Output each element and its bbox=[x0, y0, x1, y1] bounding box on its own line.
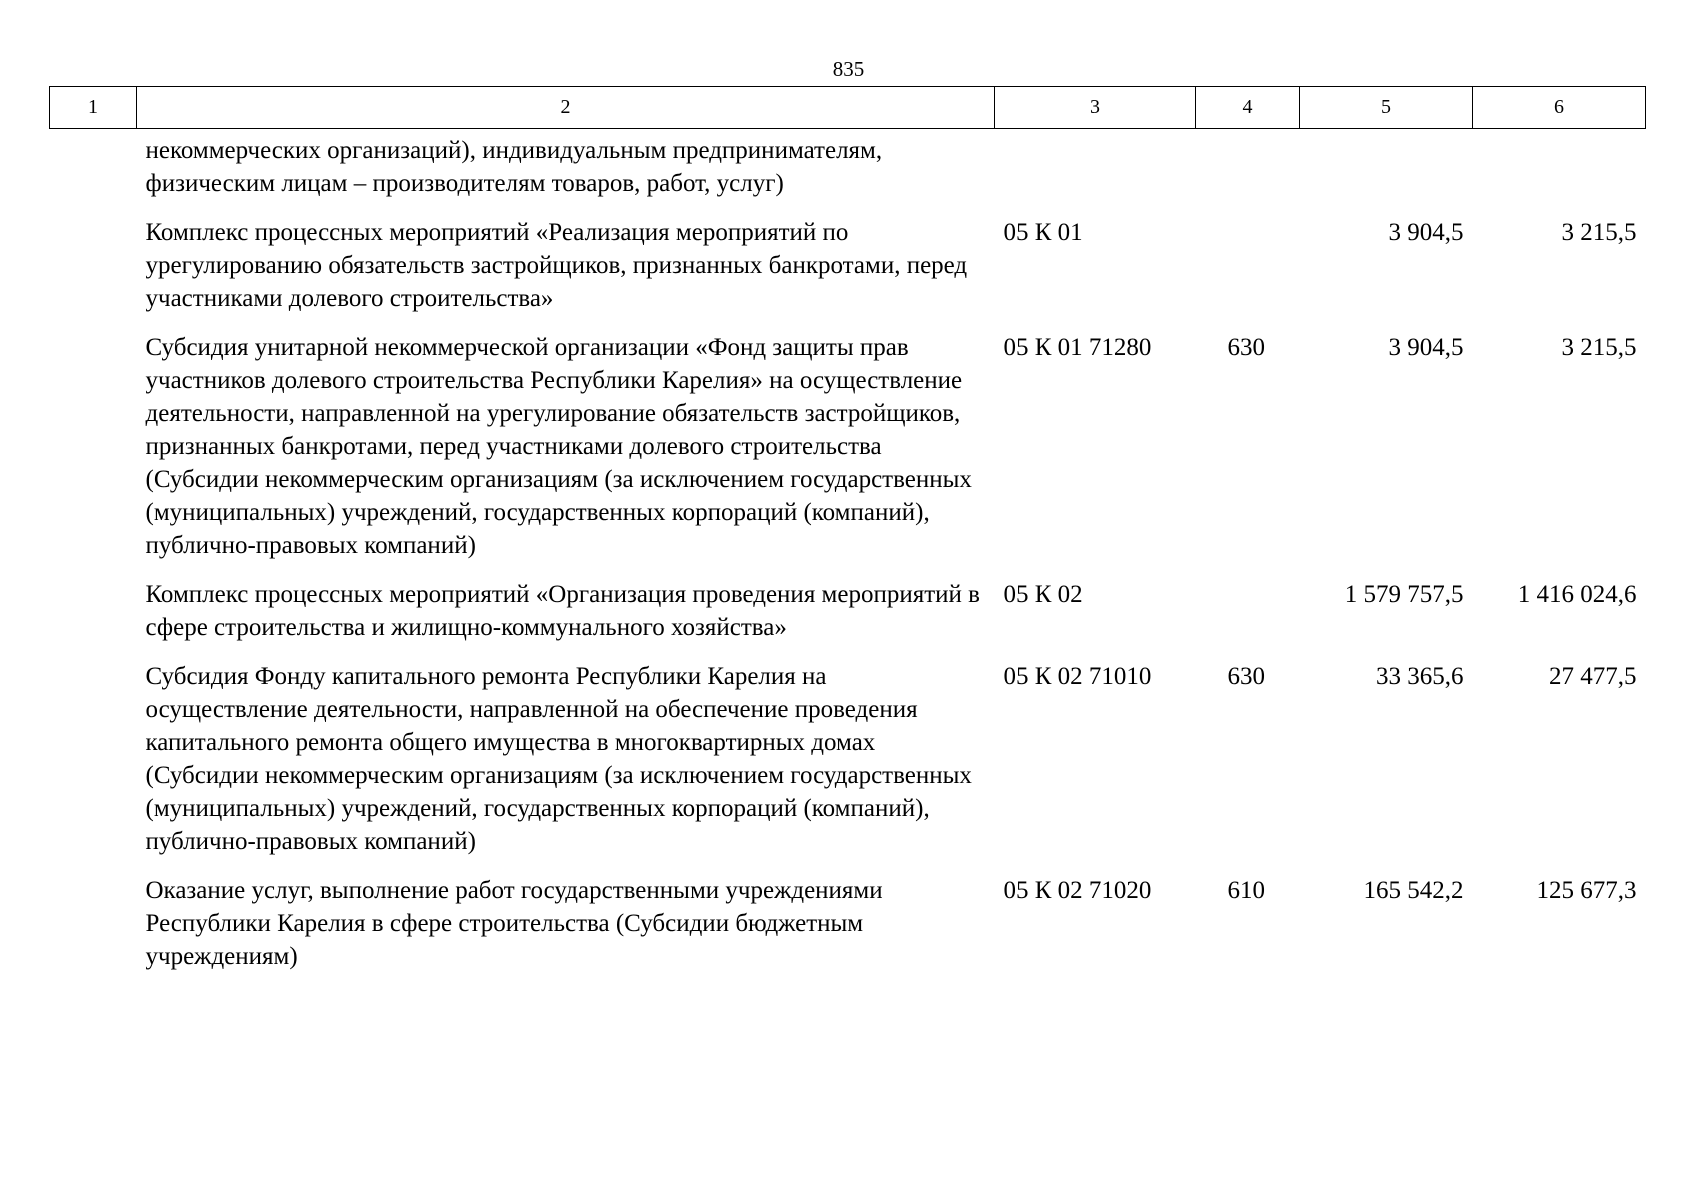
row-value-col-6 bbox=[1473, 129, 1646, 217]
row-description: Субсидия унитарной некоммерческой организации «Фонд защиты прав участников долевого строительства Республики Карелия» на осуществление деятельности, направленной на урегулирование обязательств застройщиков, признанных банкротами, перед участниками долевого строительства (Субсидии некоммерческим организациям (за исключением государственных (муниципальных) учреждений, государственных корпораций (компаний), публично-правовых компаний) bbox=[145, 334, 972, 559]
row-code: 05 К 02 bbox=[1003, 581, 1083, 608]
row-value-col-5: 1 579 757,5 bbox=[1344, 581, 1464, 608]
row-expense-type bbox=[1196, 129, 1300, 217]
row-code: 05 К 02 71010 bbox=[1003, 663, 1152, 690]
budget-table bbox=[49, 86, 1646, 989]
table-header bbox=[50, 87, 1646, 129]
table-body bbox=[50, 129, 1646, 990]
header-col-2: 2 bbox=[137, 87, 995, 129]
row-code: 05 К 02 71020 bbox=[1003, 877, 1152, 904]
row-number-cell bbox=[50, 660, 137, 874]
row-description: Комплекс процессных мероприятий «Реализация мероприятий по урегулированию обязательств застройщиков, признанных банкротами, перед участниками долевого строительства» bbox=[145, 219, 968, 312]
row-value-col-6: 3 215,5 bbox=[1561, 219, 1637, 246]
row-expense-type: 610 bbox=[1227, 877, 1265, 904]
row-code: 05 К 01 bbox=[1003, 219, 1083, 246]
header-row bbox=[50, 87, 1646, 129]
row-value-col-6: 1 416 024,6 bbox=[1517, 581, 1637, 608]
row-code: 05 К 01 71280 bbox=[1003, 334, 1152, 361]
row-expense-type: 630 bbox=[1227, 334, 1265, 361]
header-col-5: 5 bbox=[1300, 87, 1473, 129]
page-number: 835 bbox=[832, 57, 865, 81]
header-col-1: 1 bbox=[50, 87, 137, 129]
row-value-col-5: 3 904,5 bbox=[1388, 334, 1464, 361]
row-value-col-6: 27 477,5 bbox=[1549, 663, 1637, 690]
header-col-3: 3 bbox=[995, 87, 1196, 129]
row-description: Оказание услуг, выполнение работ государственными учреждениями Республики Карелия в сфере строительства (Субсидии бюджетным учреждениям) bbox=[145, 877, 883, 970]
row-value-col-6: 125 677,3 bbox=[1536, 877, 1637, 904]
header-col-4: 4 bbox=[1196, 87, 1300, 129]
row-value-col-5: 165 542,2 bbox=[1363, 877, 1464, 904]
table-row bbox=[50, 216, 1646, 331]
row-expense-type bbox=[1196, 578, 1300, 660]
row-expense-type: 630 bbox=[1227, 663, 1265, 690]
table-row bbox=[50, 660, 1646, 874]
row-number-cell bbox=[50, 331, 137, 578]
row-number-cell bbox=[50, 216, 137, 331]
row-value-col-5: 3 904,5 bbox=[1388, 219, 1464, 246]
row-description: некоммерческих организаций), индивидуальным предпринимателям, физическим лицам – производителям товаров, работ, услуг) bbox=[145, 137, 883, 197]
row-number-cell bbox=[50, 874, 137, 989]
row-expense-type bbox=[1196, 216, 1300, 331]
table-row bbox=[50, 874, 1646, 989]
row-value-col-5: 33 365,6 bbox=[1376, 663, 1464, 690]
header-col-6: 6 bbox=[1473, 87, 1646, 129]
row-number-cell bbox=[50, 578, 137, 660]
table-row bbox=[50, 331, 1646, 578]
table-row bbox=[50, 578, 1646, 660]
row-value-col-5 bbox=[1300, 129, 1473, 217]
row-code bbox=[995, 129, 1196, 217]
table-row bbox=[50, 129, 1646, 217]
row-description: Субсидия Фонду капитального ремонта Республики Карелия на осуществление деятельности, направленной на обеспечение проведения капитального ремонта общего имущества в многоквартирных домах (Субсидии некоммерческим организациям (за исключением государственных (муниципальных) учреждений, государственных корпораций (компаний), публично-правовых компаний) bbox=[145, 663, 972, 855]
row-value-col-6: 3 215,5 bbox=[1561, 334, 1637, 361]
row-number-cell bbox=[50, 129, 137, 217]
row-description: Комплекс процессных мероприятий «Организация проведения мероприятий в сфере строительства и жилищно-коммунального хозяйства» bbox=[145, 581, 980, 641]
